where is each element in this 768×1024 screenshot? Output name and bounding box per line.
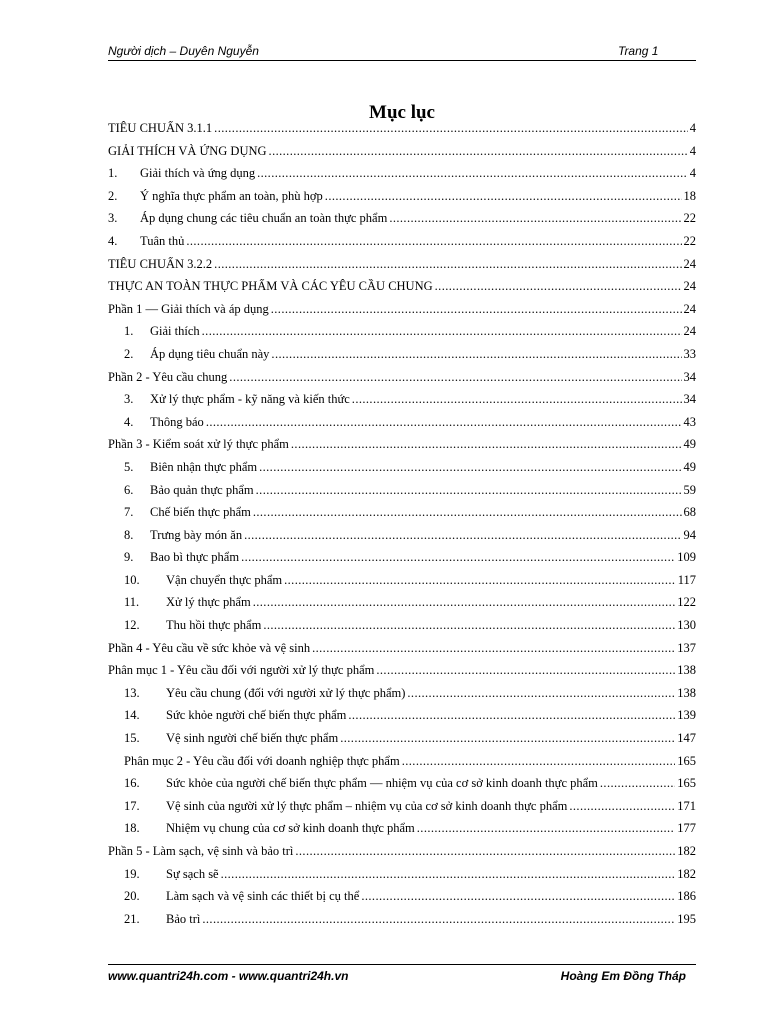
- toc-entry-title: Ý nghĩa thực phẩm an toàn, phù hợp: [140, 188, 323, 203]
- toc-entry-number: 18.: [124, 821, 140, 836]
- toc-entry[interactable]: [108, 415, 696, 438]
- toc-entry-title: Phần 1 — Giải thích và áp dụng: [108, 301, 269, 316]
- page-footer: [108, 964, 696, 985]
- toc-entry-number: 12.: [124, 618, 140, 633]
- toc-entry-title: TIÊU CHUẨN 3.2.2: [108, 256, 213, 271]
- toc-entry-title: TIÊU CHUẨN 3.1.1: [108, 121, 213, 135]
- toc-entry-title: Chế biến thực phẩm: [150, 505, 251, 520]
- toc-entry[interactable]: [108, 279, 696, 302]
- toc-entry-number: 1.: [124, 324, 134, 339]
- toc-entry-page: 147: [677, 731, 696, 746]
- toc-entry[interactable]: [108, 144, 696, 167]
- toc-entry-page: 165: [677, 776, 696, 791]
- toc-entry-title: Yêu cầu chung (đối với người xử lý thực phẩm): [166, 685, 406, 700]
- toc-entry-title: Giải thích và ứng dụng: [140, 166, 256, 181]
- toc-leader-dots: [435, 279, 682, 294]
- toc-entry[interactable]: [108, 550, 696, 573]
- table-of-contents: [108, 121, 696, 934]
- toc-leader-dots: [569, 799, 675, 814]
- toc-entry-page: 24: [683, 301, 696, 316]
- toc-leader-dots: [229, 370, 681, 385]
- toc-entry-number: 10.: [124, 572, 140, 587]
- toc-entry-number: 13.: [124, 685, 140, 700]
- toc-leader-dots: [271, 347, 681, 362]
- toc-entry[interactable]: [108, 573, 696, 596]
- toc-entry[interactable]: [108, 867, 696, 890]
- toc-entry-number: 1.: [108, 166, 118, 181]
- toc-entry-page: 33: [683, 346, 696, 361]
- toc-leader-dots: [361, 889, 675, 904]
- toc-entry-page: 109: [677, 550, 696, 565]
- toc-entry[interactable]: [108, 460, 696, 483]
- toc-entry-title: Bảo quản thực phẩm: [150, 482, 254, 497]
- toc-entry-page: 34: [683, 392, 696, 407]
- toc-leader-dots: [312, 641, 675, 656]
- toc-entry-number: 7.: [124, 505, 134, 520]
- toc-entry-page: 122: [677, 595, 696, 610]
- toc-entry[interactable]: [108, 324, 696, 347]
- toc-leader-dots: [352, 392, 682, 407]
- toc-entry[interactable]: [108, 257, 696, 280]
- toc-leader-dots: [295, 844, 675, 859]
- toc-entry-title: Phần 2 - Yêu cầu chung: [108, 369, 228, 384]
- toc-entry-title: Vệ sinh người chế biến thực phẩm: [166, 731, 339, 746]
- toc-leader-dots: [253, 505, 682, 520]
- toc-entry-title: Sức khỏe của người chế biến thực phẩm — nhiệm vụ của cơ sở kinh doanh thực phẩm: [166, 776, 598, 791]
- toc-entry[interactable]: [108, 686, 696, 709]
- toc-entry-number: 21.: [124, 911, 140, 926]
- toc-entry-title: Sức khỏe người chế biến thực phẩm: [166, 708, 347, 723]
- toc-entry-title: Bảo trì: [166, 911, 201, 926]
- toc-entry-page: 24: [683, 324, 696, 339]
- toc-entry[interactable]: [108, 166, 696, 189]
- toc-entry-title: Xử lý thực phẩm: [166, 595, 251, 610]
- toc-leader-dots: [186, 234, 681, 249]
- toc-entry-title: Sự sạch sẽ: [166, 866, 219, 881]
- toc-entry-title: Phần 4 - Yêu cầu về sức khỏe và vệ sinh: [108, 640, 311, 655]
- toc-entry-page: 22: [683, 211, 696, 226]
- toc-entry-page: 117: [677, 572, 696, 587]
- toc-entry[interactable]: [108, 708, 696, 731]
- toc-entry-page: 165: [677, 753, 696, 768]
- toc-entry-page: 171: [677, 798, 696, 813]
- toc-entry-page: 59: [683, 482, 696, 497]
- toc-entry[interactable]: [108, 505, 696, 528]
- page-header: [108, 42, 696, 61]
- toc-entry-title: Bao bì thực phẩm: [150, 550, 240, 565]
- toc-entry-title: Phần 3 - Kiểm soát xử lý thực phẩm: [108, 437, 289, 452]
- toc-entry-title: THỰC AN TOÀN THỰC PHẨM VÀ CÁC YÊU CẦU CHUNG: [108, 279, 433, 294]
- toc-entry-page: 177: [677, 821, 696, 836]
- toc-entry-number: 16.: [124, 776, 140, 791]
- toc-leader-dots: [202, 324, 682, 339]
- toc-entry-page: 49: [683, 459, 696, 474]
- footer-author: Hoàng Em Đồng Tháp: [560, 969, 686, 983]
- toc-entry-page: 18: [683, 188, 696, 203]
- toc-entry-title: Giải thích: [150, 324, 200, 339]
- toc-leader-dots: [271, 302, 682, 317]
- toc-entry-title: Nhiệm vụ chung của cơ sở kinh doanh thực phẩm: [166, 821, 415, 836]
- toc-leader-dots: [402, 754, 676, 769]
- toc-entry[interactable]: [108, 302, 696, 325]
- footer-website: www.quantri24h.com - www.quantri24h.vn: [108, 969, 349, 983]
- toc-entry[interactable]: [108, 483, 696, 506]
- toc-entry[interactable]: [108, 799, 696, 822]
- toc-entry-page: 24: [683, 279, 696, 294]
- toc-entry-page: 139: [677, 708, 696, 723]
- toc-leader-dots: [389, 211, 681, 226]
- toc-entry-number: 15.: [124, 731, 140, 746]
- translator-credit: Người dịch – Duyên Nguyễn: [108, 44, 259, 58]
- toc-entry[interactable]: [108, 234, 696, 257]
- toc-entry-page: 94: [683, 527, 696, 542]
- toc-entry-title: GIẢI THÍCH VÀ ỨNG DỤNG: [108, 143, 267, 158]
- toc-entry-page: 22: [683, 233, 696, 248]
- page-number: Trang 1: [618, 44, 659, 58]
- toc-leader-dots: [259, 460, 681, 475]
- toc-entry-title: Vệ sinh của người xử lý thực phẩm – nhiệm vụ của cơ sở kinh doanh thực phẩm: [166, 798, 568, 813]
- toc-entry[interactable]: [108, 844, 696, 867]
- toc-entry-number: 8.: [124, 527, 134, 542]
- toc-leader-dots: [600, 776, 675, 791]
- toc-leader-dots: [214, 257, 681, 272]
- toc-entry[interactable]: [108, 912, 696, 935]
- toc-entry-title: Thu hồi thực phẩm: [166, 618, 262, 633]
- toc-entry-page: 4: [689, 166, 696, 181]
- toc-entry-page: 68: [683, 505, 696, 520]
- toc-leader-dots: [291, 437, 682, 452]
- toc-leader-dots: [340, 731, 675, 746]
- toc-entry-page: 182: [677, 844, 696, 858]
- toc-entry-title: Tuân thủ: [140, 233, 185, 248]
- toc-entry-page: 130: [677, 618, 696, 633]
- toc-entry-number: 3.: [124, 392, 134, 407]
- toc-entry-page: 4: [689, 121, 696, 135]
- toc-entry-number: 6.: [124, 482, 134, 497]
- toc-entry-title: Phân mục 1 - Yêu cầu đối với người xử lý thực phẩm: [108, 663, 375, 678]
- toc-entry-title: Vận chuyển thực phẩm: [166, 572, 283, 587]
- toc-entry-title: Trưng bày món ăn: [150, 527, 243, 542]
- toc-entry-title: Phân mục 2 - Yêu cầu đối với doanh nghiệp thực phẩm: [124, 753, 400, 768]
- toc-entry-page: 34: [683, 369, 696, 384]
- toc-entry[interactable]: [108, 821, 696, 844]
- toc-entry-page: 49: [683, 437, 696, 452]
- toc-entry-page: 137: [677, 640, 696, 655]
- toc-leader-dots: [269, 144, 688, 159]
- toc-entry[interactable]: [108, 370, 696, 393]
- toc-leader-dots: [202, 912, 675, 927]
- toc-entry-number: 9.: [124, 550, 134, 565]
- toc-entry[interactable]: [108, 754, 696, 777]
- toc-entry-number: 5.: [124, 459, 134, 474]
- toc-entry-page: 4: [689, 143, 696, 158]
- toc-entry-page: 138: [677, 685, 696, 700]
- toc-leader-dots: [284, 573, 676, 588]
- toc-entry-number: 20.: [124, 889, 140, 904]
- toc-leader-dots: [348, 708, 675, 723]
- toc-entry-number: 3.: [108, 211, 118, 226]
- toc-leader-dots: [214, 121, 688, 136]
- toc-entry[interactable]: [108, 731, 696, 754]
- toc-leader-dots: [221, 867, 676, 882]
- toc-entry-title: Xử lý thực phẩm - kỹ năng và kiến thức: [150, 392, 350, 407]
- toc-entry[interactable]: [108, 595, 696, 618]
- toc-leader-dots: [325, 189, 682, 204]
- toc-entry-page: 195: [677, 911, 696, 926]
- toc-entry[interactable]: [108, 189, 696, 212]
- toc-entry-title: Biên nhận thực phẩm: [150, 459, 258, 474]
- toc-entry[interactable]: [108, 618, 696, 641]
- toc-entry[interactable]: [108, 392, 696, 415]
- toc-leader-dots: [256, 483, 682, 498]
- toc-entry-number: 2.: [108, 188, 118, 203]
- toc-entry-number: 17.: [124, 798, 140, 813]
- toc-entry-number: 4.: [124, 414, 134, 429]
- toc-entry-number: 2.: [124, 346, 134, 361]
- toc-entry[interactable]: [108, 347, 696, 370]
- toc-entry-page: 182: [677, 866, 696, 881]
- toc-entry[interactable]: [108, 889, 696, 912]
- toc-entry-number: 11.: [124, 595, 140, 610]
- toc-entry-title: Làm sạch và vệ sinh các thiết bị cụ thể: [166, 889, 360, 904]
- page-title: Mục lục: [369, 102, 435, 123]
- toc-entry-number: 14.: [124, 708, 140, 723]
- toc-entry-title: Áp dụng chung các tiêu chuẩn an toàn thực phẩm: [140, 211, 388, 226]
- toc-entry[interactable]: [108, 211, 696, 234]
- toc-leader-dots: [376, 663, 675, 678]
- toc-entry[interactable]: [108, 121, 696, 144]
- toc-leader-dots: [244, 528, 681, 543]
- toc-entry-number: 4.: [108, 233, 118, 248]
- toc-entry-page: 186: [677, 889, 696, 904]
- toc-leader-dots: [241, 550, 675, 565]
- toc-entry-number: 19.: [124, 866, 140, 881]
- toc-leader-dots: [263, 618, 675, 633]
- toc-entry[interactable]: [108, 776, 696, 799]
- toc-entry-title: Thông báo: [150, 414, 204, 429]
- toc-leader-dots: [407, 686, 675, 701]
- toc-entry[interactable]: [108, 663, 696, 686]
- toc-leader-dots: [206, 415, 682, 430]
- toc-entry[interactable]: [108, 528, 696, 551]
- toc-entry-title: Áp dụng tiêu chuẩn này: [150, 346, 270, 361]
- toc-entry[interactable]: [108, 641, 696, 664]
- toc-entry-page: 24: [683, 256, 696, 271]
- toc-entry-page: 138: [677, 663, 696, 678]
- toc-leader-dots: [257, 166, 688, 181]
- toc-leader-dots: [417, 821, 675, 836]
- toc-entry[interactable]: [108, 437, 696, 460]
- toc-entry-title: Phần 5 - Làm sạch, vệ sinh và bảo trì: [108, 844, 294, 858]
- toc-leader-dots: [253, 595, 676, 610]
- toc-entry-page: 43: [683, 414, 696, 429]
